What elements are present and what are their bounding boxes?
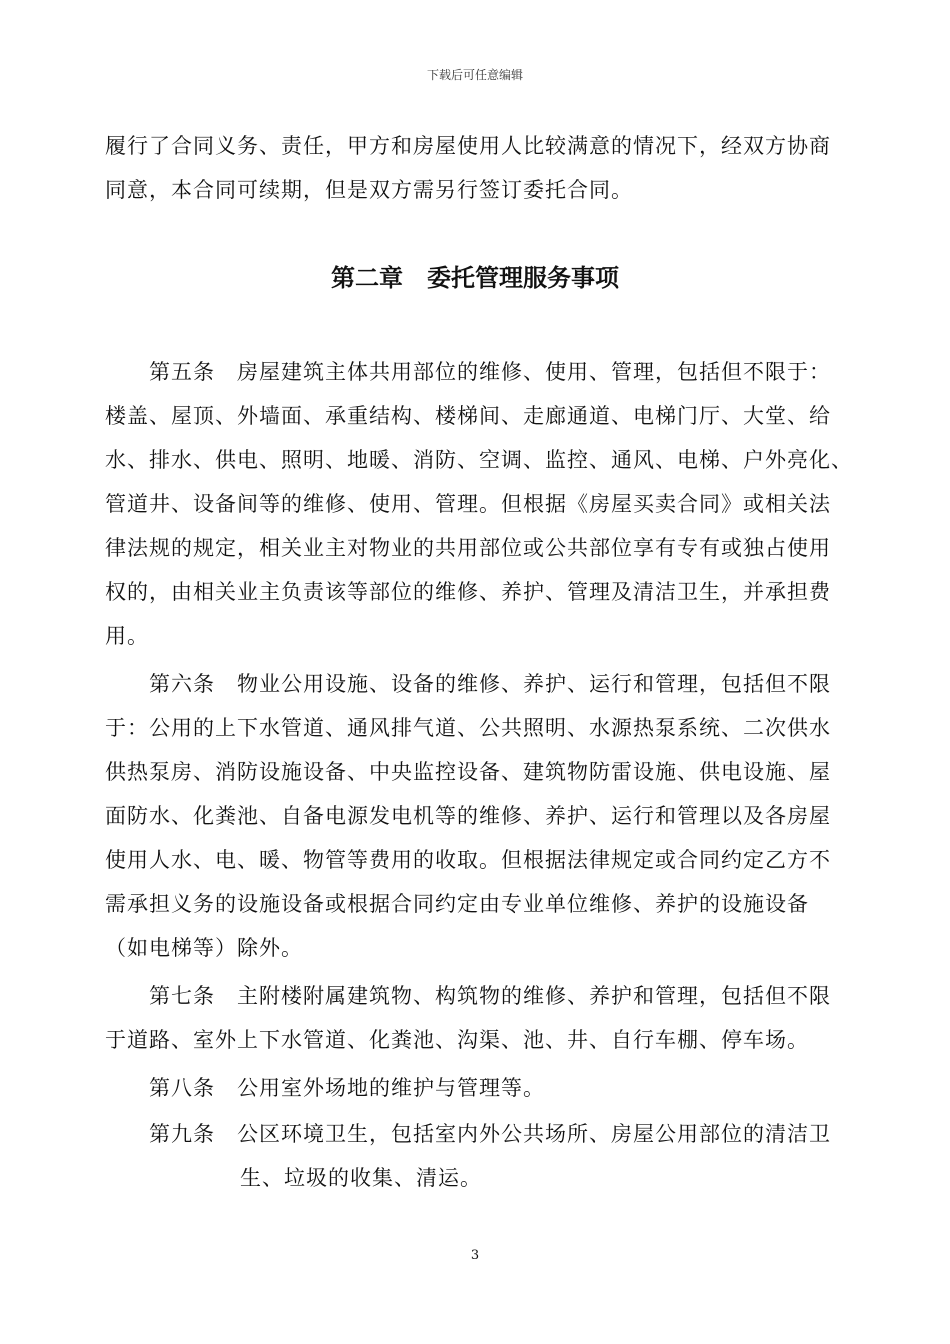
article-9-line-2: 生、垃圾的收集、清运。: [240, 1166, 482, 1190]
article-7-line-2: 于道路、室外上下水管道、化粪池、沟渠、池、井、自行车棚、停车场。: [105, 1028, 809, 1052]
article-7-line-1: 第七条 主附楼附属建筑物、构筑物的维修、养护和管理，包括但不限: [149, 984, 831, 1008]
article-5-line-1: 第五条 房屋建筑主体共用部位的维修、使用、管理，包括但不限于：: [149, 360, 831, 384]
article-5-line-6: 权的，由相关业主负责该等部位的维修、养护、管理及清洁卫生，并承担费: [105, 580, 831, 604]
chapter-title: 第二章 委托管理服务事项: [331, 263, 619, 292]
intro-line-1: 履行了合同义务、责任，甲方和房屋使用人比较满意的情况下，经双方协商: [105, 134, 831, 158]
article-8-line-1: 第八条 公用室外场地的维护与管理等。: [149, 1076, 545, 1100]
article-9-line-1: 第九条 公区环境卫生，包括室内外公共场所、房屋公用部位的清洁卫: [149, 1122, 831, 1146]
article-6-line-7: （如电梯等）除外。: [105, 936, 303, 960]
article-6-line-5: 使用人水、电、暖、物管等费用的收取。但根据法律规定或合同约定乙方不: [105, 848, 831, 872]
intro-line-2: 同意，本合同可续期，但是双方需另行签订委托合同。: [105, 178, 633, 202]
page-number: 3: [470, 1248, 480, 1263]
article-6-line-4: 面防水、化粪池、自备电源发电机等的维修、养护、运行和管理以及各房屋: [105, 804, 831, 828]
article-5-line-5: 律法规的规定，相关业主对物业的共用部位或公共部位享有专有或独占使用: [105, 536, 831, 560]
article-6-line-3: 供热泵房、消防设施设备、中央监控设备、建筑物防雷设施、供电设施、屋: [105, 760, 831, 784]
article-5-line-7: 用。: [105, 624, 149, 648]
article-6-line-2: 于：公用的上下水管道、通风排气道、公共照明、水源热泵系统、二次供水: [105, 716, 831, 740]
article-6-line-1: 第六条 物业公用设施、设备的维修、养护、运行和管理，包括但不限: [149, 672, 831, 696]
article-5-line-4: 管道井、设备间等的维修、使用、管理。但根据《房屋买卖合同》或相关法: [105, 492, 831, 516]
page-header-note: 下载后可任意编辑: [426, 68, 523, 82]
article-6-line-6: 需承担义务的设施设备或根据合同约定由专业单位维修、养护的设施设备: [105, 892, 809, 916]
article-5-line-3: 水、排水、供电、照明、地暖、消防、空调、监控、通风、电梯、户外亮化、: [105, 448, 853, 472]
article-5-line-2: 楼盖、屋顶、外墙面、承重结构、楼梯间、走廊通道、电梯门厅、大堂、给: [105, 404, 831, 428]
